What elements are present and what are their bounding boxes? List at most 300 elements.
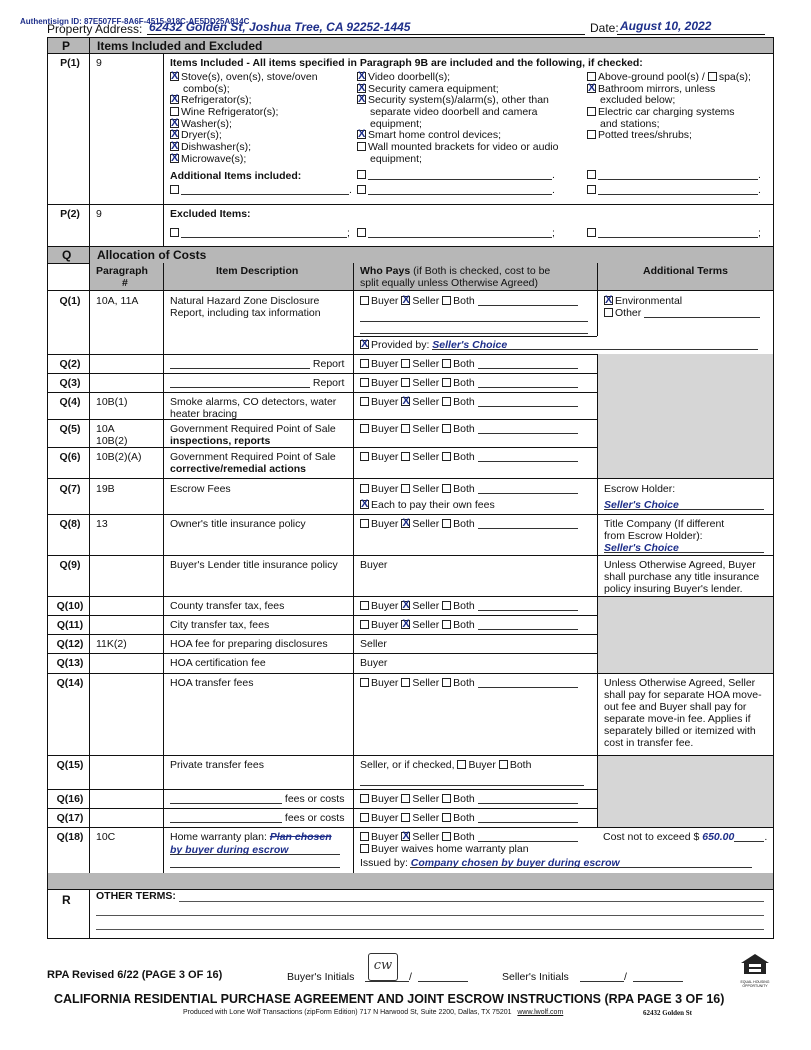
included-item[interactable] — [587, 83, 751, 95]
checkbox[interactable] — [499, 760, 508, 769]
date-line — [617, 34, 765, 35]
row-description — [170, 435, 270, 447]
text: Seller — [412, 812, 440, 824]
form-title: CALIFORNIA RESIDENTIAL PURCHASE AGREEMENT AND JOINT ESCROW INSTRUCTIONS (RPA PAGE 3 OF 16) — [54, 992, 725, 1006]
text: Unless Otherwise Agreed, Buyer — [604, 559, 756, 571]
checkbox[interactable] — [587, 130, 596, 139]
excluded-item-3[interactable]: ; — [587, 227, 761, 239]
divider — [48, 290, 773, 291]
checkbox[interactable] — [442, 601, 451, 610]
row-label-q14 — [50, 677, 90, 689]
who-pays-value — [360, 638, 387, 650]
q8-line — [604, 542, 764, 554]
checkbox[interactable] — [360, 397, 369, 406]
checkbox[interactable] — [401, 813, 410, 822]
text: Q(6) — [59, 451, 81, 463]
terms-shaded — [597, 354, 773, 478]
row-label-q15 — [50, 759, 90, 771]
checkbox[interactable] — [170, 95, 179, 104]
checkbox[interactable] — [401, 378, 410, 387]
warranty-plan-value[interactable]: Plan chosen — [269, 831, 332, 843]
house-icon — [740, 953, 770, 975]
warranty-plan-value[interactable]: by buyer during escrow — [170, 844, 289, 856]
who-pays[interactable] — [360, 793, 578, 805]
row-paragraph — [96, 435, 128, 447]
row-description — [170, 559, 338, 571]
text: Buyer — [371, 423, 399, 435]
text: heater bracing — [170, 408, 238, 420]
text: Buyer — [371, 831, 399, 843]
who-pays[interactable] — [360, 295, 578, 307]
checkbox[interactable] — [360, 813, 369, 822]
included-item — [357, 106, 558, 118]
who-pays-value — [360, 559, 387, 571]
col-header-item: Item Description — [216, 265, 299, 277]
text: Environmental — [615, 295, 683, 307]
text: 10C — [96, 831, 116, 843]
checkbox[interactable] — [360, 678, 369, 687]
provided-by-value[interactable]: Seller's Choice — [432, 339, 508, 351]
included-item-label: and stations; — [600, 117, 660, 130]
text: Unless Otherwise Agreed, Seller — [604, 677, 756, 689]
included-item[interactable] — [357, 129, 558, 141]
text: Seller — [412, 483, 440, 495]
fees-field[interactable] — [170, 793, 344, 805]
divider — [89, 889, 90, 939]
included-item-label: Dishwasher(s); — [181, 141, 252, 154]
additional-item-5[interactable]: . — [587, 184, 761, 196]
checkbox[interactable] — [587, 72, 596, 81]
text: Report, including tax information — [170, 307, 321, 319]
included-item-label: spa(s); — [718, 71, 751, 83]
included-item[interactable] — [170, 71, 318, 83]
checkbox[interactable] — [360, 519, 369, 528]
authentisign-id: Authentisign ID: 87E507FF-8A6F-4515-918C-AE5DD25A814C — [20, 17, 250, 26]
divider — [48, 755, 773, 756]
included-item[interactable] — [357, 94, 558, 106]
text: Buyer — [360, 559, 388, 571]
checkbox[interactable] — [360, 620, 369, 629]
text: Seller — [412, 831, 440, 843]
included-item-label: Video doorbell(s); — [368, 71, 451, 83]
checkbox[interactable] — [360, 378, 369, 387]
property-address-line — [147, 34, 585, 35]
included-item[interactable] — [170, 129, 318, 141]
row-label-q6 — [50, 451, 90, 463]
report-field[interactable] — [170, 377, 344, 389]
seller-initials-label: Seller's Initials — [502, 971, 569, 983]
included-item[interactable] — [587, 106, 751, 118]
who-pays[interactable] — [360, 451, 578, 463]
included-item — [357, 153, 558, 165]
included-item-label: Above-ground pool(s) / — [598, 71, 705, 83]
checkbox[interactable] — [587, 107, 596, 116]
checkbox[interactable] — [401, 424, 410, 433]
divider — [48, 615, 597, 616]
text: Home warranty plan: — [170, 831, 267, 843]
q14-terms — [604, 713, 751, 725]
q8-terms — [604, 518, 724, 530]
row-label-q1 — [50, 295, 90, 307]
checkbox[interactable] — [401, 678, 410, 687]
checkbox[interactable] — [360, 359, 369, 368]
checkbox[interactable] — [708, 72, 717, 81]
checkbox[interactable] — [401, 832, 410, 841]
text: 10B(2)(A) — [96, 451, 142, 463]
included-item[interactable] — [170, 141, 318, 153]
included-item — [357, 118, 558, 130]
text: Buyer — [371, 600, 399, 612]
section-p-title: Items Included and Excluded — [97, 39, 263, 53]
property-address-label: Property Address: — [47, 22, 143, 36]
checkbox[interactable] — [360, 844, 369, 853]
other-terms-label: OTHER TERMS: — [96, 890, 176, 902]
text: Both — [453, 377, 475, 389]
checkbox[interactable] — [360, 794, 369, 803]
date-label: Date: — [590, 21, 619, 35]
text: Seller — [412, 793, 440, 805]
included-item[interactable] — [170, 118, 318, 130]
excluded-item-2[interactable]: ; — [357, 227, 555, 239]
text: corrective/remedial actions — [170, 463, 306, 475]
text: policy insuring Buyer's lender. — [604, 583, 743, 595]
text: from Escrow Holder): — [604, 530, 703, 542]
divider — [48, 673, 773, 674]
q14-terms — [604, 725, 756, 737]
row-description — [170, 307, 321, 319]
checkbox[interactable] — [442, 678, 451, 687]
text: Seller — [412, 396, 440, 408]
date-value[interactable]: August 10, 2022 — [620, 19, 712, 33]
included-item[interactable] — [170, 106, 318, 118]
checkbox[interactable] — [401, 452, 410, 461]
text: Q(15) — [56, 759, 84, 771]
included-item-label: Electric car charging systems — [598, 106, 735, 119]
checkbox[interactable] — [442, 484, 451, 493]
text: separately billed or itemized with — [604, 725, 756, 737]
who-pays[interactable] — [360, 600, 578, 612]
property-address-value[interactable]: 62432 Golden St, Joshua Tree, CA 92252-1445 — [149, 20, 411, 34]
checkbox[interactable] — [442, 296, 451, 305]
text: Q(14) — [56, 677, 84, 689]
buyer-initials-stamp[interactable]: cw — [368, 953, 398, 981]
row-label-q2 — [50, 358, 90, 370]
text: Buyer — [371, 812, 399, 824]
checkbox[interactable] — [360, 500, 369, 509]
divider — [89, 246, 90, 263]
text: out fee and Buyer shall pay for — [604, 701, 747, 713]
who-pays[interactable] — [360, 518, 578, 530]
divider — [48, 634, 597, 635]
buyer-initials-field[interactable]: / — [365, 971, 468, 983]
text: Q(13) — [56, 657, 84, 669]
text: Buyer — [371, 483, 399, 495]
section-r-band — [48, 873, 773, 890]
divider — [163, 53, 164, 246]
text: Report — [312, 377, 345, 389]
text: Cost not to exceed $ — [603, 831, 700, 843]
text: Both — [453, 295, 475, 307]
other-terms-line[interactable] — [96, 929, 764, 930]
text: Buyer — [371, 295, 399, 307]
text: Both — [453, 451, 475, 463]
checkbox[interactable] — [357, 142, 366, 151]
text: HOA transfer fees — [170, 677, 254, 689]
checkbox[interactable] — [357, 95, 366, 104]
included-item-label: Wall mounted brackets for video or audio — [368, 141, 559, 154]
fees-field[interactable] — [170, 812, 344, 824]
checkbox[interactable] — [442, 378, 451, 387]
text: 10B(1) — [96, 396, 128, 408]
p1-intro: Items Included - All items specified in Paragraph 9B are included and the following, if checked: — [170, 57, 643, 69]
divider — [48, 653, 597, 654]
checkbox[interactable] — [401, 519, 410, 528]
included-item[interactable] — [587, 129, 751, 141]
row-description — [170, 759, 264, 771]
text: Both — [453, 600, 475, 612]
text: Buyer — [371, 518, 399, 530]
warranty-company-value[interactable]: Company chosen by buyer during escrow — [410, 857, 620, 869]
checkbox[interactable] — [357, 130, 366, 139]
q9-terms — [604, 583, 743, 595]
p2-paragraph: 9 — [96, 208, 102, 220]
who-pays[interactable] — [360, 358, 578, 370]
checkbox[interactable] — [401, 296, 410, 305]
who-pays[interactable] — [360, 377, 578, 389]
checkbox[interactable] — [442, 424, 451, 433]
row-description — [170, 657, 266, 669]
produced-by: Produced with Lone Wolf Transactions (zipForm Edition) 717 N Harwood St, Suite 2200, Dallas, TX 75201 www.lwolf.com — [183, 1009, 564, 1016]
text: Buyer waives home warranty plan — [371, 843, 529, 855]
included-item[interactable] — [357, 83, 558, 95]
who-pays[interactable] — [360, 831, 578, 843]
text: Seller — [412, 358, 440, 370]
who-pays[interactable] — [360, 619, 578, 631]
additional-item-3[interactable]: . — [357, 184, 555, 196]
row-label-q7 — [50, 483, 90, 495]
text: Q(11) — [56, 619, 84, 631]
q1-other[interactable] — [604, 307, 760, 319]
text: Escrow Holder: — [604, 483, 676, 495]
checkbox[interactable] — [401, 601, 410, 610]
text: Q(16) — [56, 793, 84, 805]
text: Both — [509, 759, 532, 771]
row-label-q13 — [50, 657, 90, 669]
included-item-label: Washer(s); — [181, 117, 232, 130]
q14-terms — [604, 689, 762, 701]
included-item[interactable] — [170, 153, 318, 165]
checkbox[interactable] — [170, 107, 179, 116]
checkbox[interactable] — [360, 452, 369, 461]
checkbox[interactable] — [604, 308, 613, 317]
checkbox[interactable] — [442, 397, 451, 406]
text: Private transfer fees — [170, 759, 264, 771]
buyer-initials-label: Buyer's Initials — [287, 971, 355, 983]
included-item[interactable] — [357, 141, 558, 153]
section-p-letter: P — [62, 39, 71, 53]
checkbox[interactable] — [360, 832, 369, 841]
text: 13 — [96, 518, 108, 530]
checkbox[interactable] — [170, 72, 179, 81]
section-q-letter: Q — [62, 248, 72, 262]
divider — [48, 419, 597, 420]
text: separate move-in fee. Applies if — [604, 713, 751, 725]
checkbox[interactable] — [357, 84, 366, 93]
text: fees or costs — [284, 812, 345, 824]
row-label-q4 — [50, 396, 90, 408]
text: Q(5) — [59, 423, 81, 435]
checkbox[interactable] — [442, 519, 451, 528]
title-company-value[interactable]: Seller's Choice — [604, 542, 679, 554]
col-header-who: Who Pays (if Both is checked, cost to be — [360, 265, 551, 277]
included-item-label: separate video doorbell and camera — [370, 106, 538, 119]
who-pays[interactable] — [360, 759, 531, 771]
row-description — [170, 483, 231, 495]
checkbox[interactable] — [442, 359, 451, 368]
checkbox[interactable] — [442, 452, 451, 461]
checkbox[interactable] — [442, 832, 451, 841]
divider — [353, 336, 597, 337]
divider — [597, 263, 598, 336]
checkbox[interactable] — [442, 794, 451, 803]
checkbox[interactable] — [401, 484, 410, 493]
text: Q(18) — [56, 831, 84, 843]
other-terms-line[interactable] — [96, 915, 764, 916]
checkbox[interactable] — [360, 340, 369, 349]
checkbox[interactable] — [401, 620, 410, 629]
row-paragraph — [96, 423, 115, 435]
included-item-label: excluded below; — [600, 94, 676, 107]
text: 10A — [96, 423, 115, 435]
q14-terms — [604, 701, 746, 713]
who-pays[interactable] — [360, 812, 578, 824]
text: 11K(2) — [96, 638, 127, 650]
text: Seller — [412, 423, 440, 435]
row-paragraph — [96, 518, 108, 530]
who-pays[interactable] — [360, 677, 578, 689]
text: Buyer — [371, 451, 399, 463]
text: City transfer tax, fees — [170, 619, 270, 631]
row-paragraph — [96, 638, 127, 650]
checkbox[interactable] — [587, 84, 596, 93]
checkbox[interactable] — [442, 813, 451, 822]
checkbox[interactable] — [357, 72, 366, 81]
form-revision: RPA Revised 6/22 (PAGE 3 OF 16) — [47, 969, 223, 981]
included-item-label: Dryer(s); — [181, 129, 222, 142]
row-description — [170, 295, 319, 307]
seller-initials-field[interactable]: / — [580, 971, 683, 983]
terms-shaded — [597, 755, 773, 827]
divider — [48, 447, 597, 448]
text: Buyer — [371, 396, 399, 408]
additional-item-2[interactable]: . — [357, 169, 555, 181]
checkbox[interactable] — [170, 154, 179, 163]
included-item-label: Wine Refrigerator(s); — [181, 106, 279, 119]
q7-each-pays[interactable] — [360, 499, 495, 511]
included-item — [170, 83, 318, 95]
text: Smoke alarms, CO detectors, water — [170, 396, 337, 408]
checkbox[interactable] — [170, 119, 179, 128]
excluded-item-1[interactable]: ; — [170, 227, 350, 239]
who-pays[interactable] — [360, 423, 578, 435]
included-item[interactable] — [170, 94, 318, 106]
who-pays[interactable] — [360, 483, 578, 495]
q18-cost[interactable]: Cost not to exceed $ 650.00 . — [603, 831, 768, 843]
row-label-q8 — [50, 518, 90, 530]
text: HOA certification fee — [170, 657, 266, 669]
escrow-holder-value[interactable]: Seller's Choice — [604, 499, 679, 511]
text: shall purchase any title insurance — [604, 571, 760, 583]
text: inspections, reports — [170, 435, 271, 447]
checkbox[interactable] — [442, 620, 451, 629]
included-item-label: Security camera equipment; — [368, 82, 499, 95]
divider — [48, 596, 773, 597]
q1-environmental[interactable] — [604, 295, 682, 307]
row-paragraph — [96, 396, 128, 408]
row-paragraph — [96, 451, 142, 463]
checkbox[interactable] — [170, 142, 179, 151]
warranty-cost-value[interactable]: 650.00 — [702, 831, 735, 843]
text: Natural Hazard Zone Disclosure — [170, 295, 320, 307]
checkbox[interactable] — [360, 484, 369, 493]
text: Q(8) — [59, 518, 81, 530]
included-item[interactable] — [357, 71, 558, 83]
checkbox[interactable] — [401, 397, 410, 406]
row-label-q18 — [50, 831, 90, 843]
included-item[interactable] — [587, 71, 751, 83]
text: Q(12) — [56, 638, 84, 650]
other-terms-line[interactable] — [179, 901, 764, 902]
text: Q(3) — [59, 377, 81, 389]
divider — [48, 204, 773, 205]
checkbox[interactable] — [401, 794, 410, 803]
q9-terms — [604, 559, 756, 571]
divider — [89, 38, 90, 53]
checkbox[interactable] — [604, 296, 613, 305]
website-link[interactable]: www.lwolf.com — [517, 1009, 564, 1016]
included-item-label: Microwave(s); — [181, 152, 247, 165]
row-description — [170, 677, 253, 689]
checkbox[interactable] — [170, 130, 179, 139]
who-pays[interactable] — [360, 396, 578, 408]
included-item-label: Potted trees/shrubs; — [598, 129, 692, 142]
row-description — [170, 518, 306, 530]
included-item-label: equipment; — [370, 152, 422, 165]
checkbox[interactable] — [360, 296, 369, 305]
row-description — [170, 638, 328, 650]
text: cost in transfer fee. — [604, 737, 694, 749]
text: 10B(2) — [96, 435, 128, 447]
q18-waive[interactable] — [360, 843, 529, 855]
row-label-p1: P(1) — [60, 57, 80, 69]
text: Buyer — [468, 759, 496, 771]
checkbox[interactable] — [360, 424, 369, 433]
report-field[interactable] — [170, 358, 344, 370]
additional-item-1[interactable]: . — [170, 184, 352, 196]
checkbox[interactable] — [360, 601, 369, 610]
additional-item-4[interactable]: . — [587, 169, 761, 181]
text: shall pay for separate HOA move- — [604, 689, 762, 701]
col-header-terms: Additional Terms — [643, 265, 728, 277]
divider — [48, 478, 773, 479]
row-description — [170, 408, 237, 420]
checkbox[interactable] — [457, 760, 466, 769]
row-description — [170, 451, 336, 463]
text: County transfer tax, fees — [170, 600, 285, 612]
checkbox[interactable] — [401, 359, 410, 368]
included-item — [587, 94, 751, 106]
included-item-label: Security system(s)/alarm(s), other than — [368, 94, 549, 107]
